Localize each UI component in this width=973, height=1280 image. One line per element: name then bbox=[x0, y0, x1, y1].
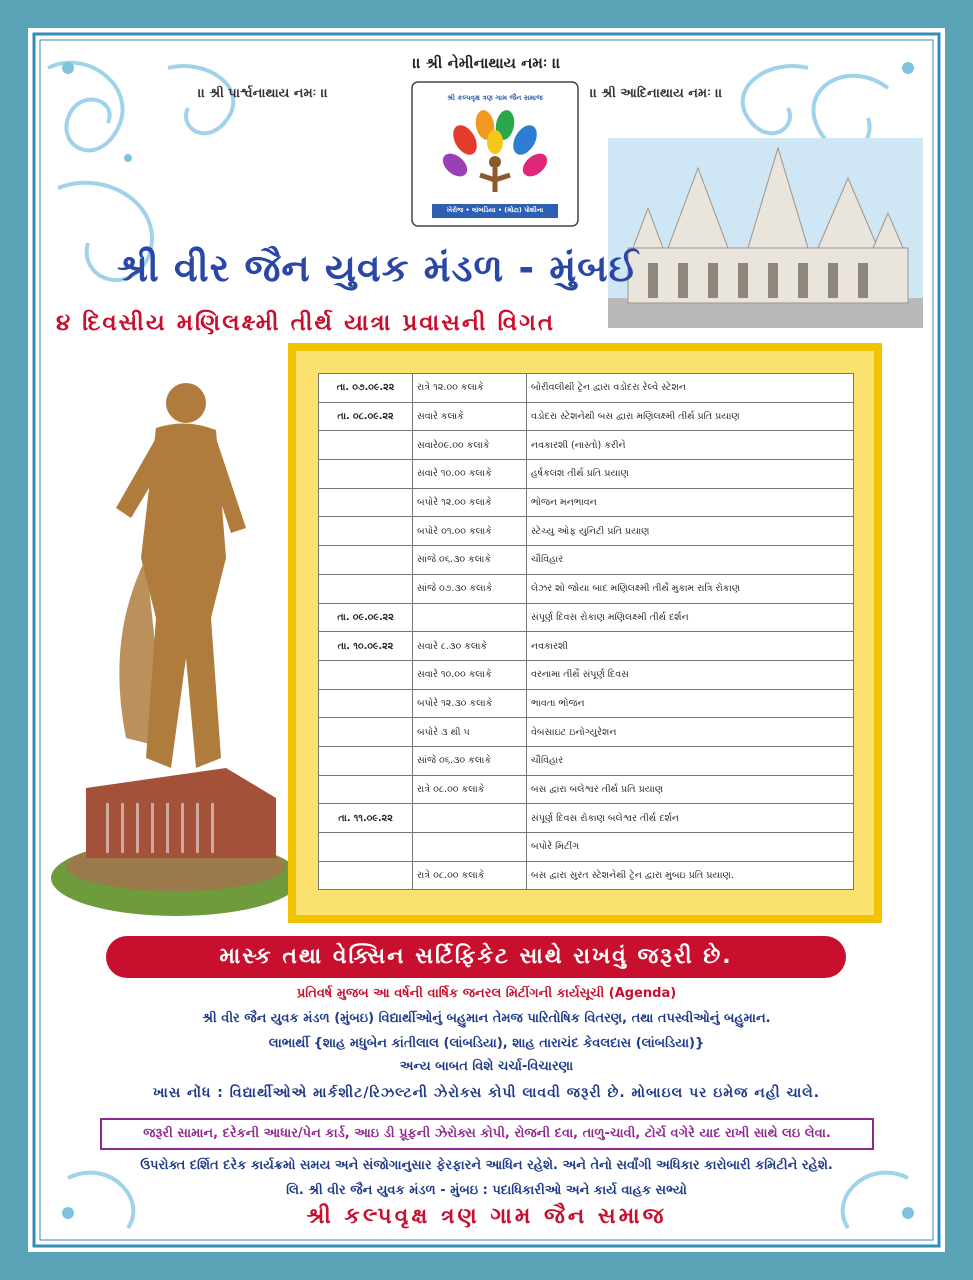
schedule-time: રાત્રે ૧૨.૦૦ કલાકે bbox=[413, 374, 527, 403]
schedule-activity: બપોરે મિટીંગ bbox=[527, 833, 854, 862]
schedule-activity: ચૌવિહાર bbox=[527, 546, 854, 575]
samaj-logo bbox=[410, 80, 580, 228]
trip-subtitle: ૪ દિવસીય મણિલક્ષ્મી તીર્થ યાત્રા પ્રવાસની વિગત bbox=[56, 310, 556, 336]
schedule-activity: ચૌવિહાર bbox=[527, 746, 854, 775]
schedule-panel bbox=[288, 343, 882, 923]
schedule-row bbox=[319, 431, 854, 460]
required-items-box: જરૂરી સામાન, દરેકની આધાર/પેન કાર્ડ, આઇ ડી પ્રૂફની ઝેરોક્સ કોપી, રોજની દવા, તાળુ-ચાવી, ટોર્ચ વગેરે યાદ રાખી સાથે લઇ લેવા. bbox=[100, 1118, 874, 1150]
schedule-row bbox=[319, 660, 854, 689]
schedule-time: સવારે ૧૦.૦૦ કલાકે bbox=[413, 660, 527, 689]
schedule-row bbox=[319, 574, 854, 603]
schedule-activity: ભોજન મનભાવન bbox=[527, 488, 854, 517]
statue-image bbox=[46, 358, 311, 928]
mask-notice-banner: માસ્ક તથા વેક્સિન સર્ટિફિકેટ સાથે રાખવું જરૂરી છે. bbox=[106, 936, 846, 978]
disclaimer: ઉપરોક્ત દર્શિત દરેક કાર્યક્રમો સમય અને સંજોગાનુસાર ફેરફારને આધિન રહેશે. અને તેનો સર્વાંગી અધિકાર કારોબારી કમિટીને રહેશે. bbox=[140, 1158, 833, 1173]
schedule-row bbox=[319, 488, 854, 517]
schedule-activity: નવકારશી bbox=[527, 632, 854, 661]
schedule-row bbox=[319, 833, 854, 862]
schedule-activity: લેઝર શો જોયા બાદ મણિલક્ષ્મી તીર્થે મુકામ રાત્રિ રોકાણ bbox=[527, 574, 854, 603]
schedule-row bbox=[319, 402, 854, 431]
invocation-neminath: ।। શ્રી નેમીનાથાય નમઃ ।। bbox=[412, 54, 561, 72]
schedule-date bbox=[319, 488, 413, 517]
schedule-row bbox=[319, 374, 854, 403]
schedule-row bbox=[319, 746, 854, 775]
schedule-activity: સંપૂર્ણ દિવસ રોકાણ બલેશ્વર તીર્થ દર્શન bbox=[527, 804, 854, 833]
schedule-activity: હર્ષકલશ તીર્થ પ્રતિ પ્રયાણ bbox=[527, 460, 854, 489]
schedule-time: બપોરે ૧૨.૩૦ કલાકે bbox=[413, 689, 527, 718]
schedule-time: સાંજે ૦૭.૩૦ કલાકે bbox=[413, 574, 527, 603]
schedule-date: તા. ૦૮.૦૯.૨૨ bbox=[319, 402, 413, 431]
schedule-time: સાંજે ૦૬.૩૦ કલાકે bbox=[413, 746, 527, 775]
schedule-time: રાત્રે ૦૮.૦૦ કલાકે bbox=[413, 861, 527, 890]
schedule-row bbox=[319, 804, 854, 833]
schedule-date bbox=[319, 689, 413, 718]
schedule-activity: નવકારશી (નાસ્તો) કરીને bbox=[527, 431, 854, 460]
schedule-time: સવારે૦૯.૦૦ કલાકે bbox=[413, 431, 527, 460]
schedule-table bbox=[318, 373, 854, 890]
special-note: ખાસ નોંધ : વિદ્યાર્થીઓએ માર્કશીટ/રિઝલ્ટની ઝેરોક્સ કોપી લાવવી જરૂરી છે. મોબાઇલ પર ઇમેજ નહી ચાલે. bbox=[152, 1085, 821, 1101]
invocation-adinath: ।। શ્રી આદિનાથાય નમઃ ।। bbox=[590, 86, 723, 101]
schedule-activity: ભાવતા ભોજન bbox=[527, 689, 854, 718]
schedule-activity: બસ દ્વારા સુરત સ્ટેશનેથી ટ્રેન દ્વારા મુંબઇ પ્રતિ પ્રયાણ. bbox=[527, 861, 854, 890]
schedule-time: બપોરે ૦૧.૦૦ કલાકે bbox=[413, 517, 527, 546]
schedule-date: તા. ૧૧.૦૯.૨૨ bbox=[319, 804, 413, 833]
schedule-row bbox=[319, 546, 854, 575]
schedule-time: બપોરે ૩ થી ૫ bbox=[413, 718, 527, 747]
schedule-activity: વેબસાઇટ ઇનોગ્યુરેશન bbox=[527, 718, 854, 747]
schedule-activity: સ્ટેચ્યુ ઓફ યુનિટી પ્રતિ પ્રયાણ bbox=[527, 517, 854, 546]
schedule-date bbox=[319, 431, 413, 460]
agenda-title: પ્રતિવર્ષ મુજબ આ વર્ષની વાર્ષિક જનરલ મિટીંગની કાર્યસૂચી (Agenda) bbox=[296, 986, 677, 1001]
schedule-row bbox=[319, 861, 854, 890]
jain-temple-icon bbox=[608, 138, 923, 328]
agenda-item-felicitation: શ્રી વીર જૈન યુવક મંડળ (મુંબઇ) વિદ્યાર્થીઓનું બહુમાન તેમજ પારિતોષિક વિતરણ, તથા તપસ્વીઓનું બહુમાન. bbox=[202, 1011, 771, 1026]
schedule-time bbox=[413, 603, 527, 632]
schedule-activity: સંપૂર્ણ દિવસ રોકાણ મણિલક્ષ્મી તીર્થ દર્શન bbox=[527, 603, 854, 632]
agenda-item-beneficiaries: લાભાર્થી {શાહ મધુબેન કાંતીલાલ (લાંબડિયા), શાહ તારાચંદ કેવલદાસ (લાંબડિયા)} bbox=[268, 1036, 705, 1051]
schedule-time: સાંજે ૦૬.૩૦ કલાકે bbox=[413, 546, 527, 575]
schedule-activity: વરનામા તીર્થે સંપૂર્ણ દિવસ bbox=[527, 660, 854, 689]
schedule-date bbox=[319, 718, 413, 747]
schedule-date: તા. ૧૦.૦૯.૨૨ bbox=[319, 632, 413, 661]
schedule-date bbox=[319, 517, 413, 546]
schedule-row bbox=[319, 775, 854, 804]
schedule-time: સવારે ૮.૩૦ કલાકે bbox=[413, 632, 527, 661]
schedule-activity: બોરીવલીથી ટ્રેન દ્વારા વડોદરા રેલ્વે સ્ટેશન bbox=[527, 374, 854, 403]
logo-villages: ખેરોજ • લાંબડિયા • (મોટા) પોશીના bbox=[446, 206, 544, 214]
schedule-time bbox=[413, 833, 527, 862]
schedule-row bbox=[319, 632, 854, 661]
schedule-row bbox=[319, 517, 854, 546]
schedule-row bbox=[319, 460, 854, 489]
temple-image bbox=[608, 138, 923, 328]
poster-sheet bbox=[28, 28, 945, 1252]
schedule-activity: વડોદરા સ્ટેશનેથી બસ દ્વારા મણિલક્ષ્મી તીર્થ પ્રતિ પ્રયાણ bbox=[527, 402, 854, 431]
footer-organization: શ્રી કલ્પવૃક્ષ ત્રણ ગામ જૈન સમાજ bbox=[306, 1204, 667, 1229]
schedule-date bbox=[319, 833, 413, 862]
invocation-parshvanath: ।। શ્રી પાર્શ્વનાથાય નમઃ ।। bbox=[198, 86, 328, 101]
schedule-time bbox=[413, 804, 527, 833]
schedule-date bbox=[319, 660, 413, 689]
schedule-date bbox=[319, 574, 413, 603]
statue-of-unity-icon bbox=[46, 358, 311, 928]
schedule-row bbox=[319, 603, 854, 632]
schedule-row bbox=[319, 689, 854, 718]
schedule-time: સવારે ૧૦.૦૦ કલાકે bbox=[413, 460, 527, 489]
schedule-date: તા. ૦૭.૦૯.૨૨ bbox=[319, 374, 413, 403]
schedule-time: બપોરે ૧૨.૦૦ કલાકે bbox=[413, 488, 527, 517]
schedule-date bbox=[319, 861, 413, 890]
schedule-date bbox=[319, 775, 413, 804]
schedule-date bbox=[319, 746, 413, 775]
schedule-time: સવારે કલાકે bbox=[413, 402, 527, 431]
schedule-row bbox=[319, 718, 854, 747]
schedule-time: રાત્રે ૦૮.૦૦ કલાકે bbox=[413, 775, 527, 804]
schedule-activity: બસ દ્વારા બલેશ્વર તીર્થ પ્રતિ પ્રયાણ bbox=[527, 775, 854, 804]
signature: લિ. શ્રી વીર જૈન યુવક મંડળ - મુંબઇ : પદાધિકારીઓ અને કાર્ય વાહક સભ્યો bbox=[286, 1183, 687, 1198]
schedule-date: તા. ૦૯.૦૯.૨૨ bbox=[319, 603, 413, 632]
schedule-date bbox=[319, 546, 413, 575]
schedule-date bbox=[319, 460, 413, 489]
main-title: શ્રી વીર જૈન યુવક મંડળ - મુંબઈ bbox=[116, 246, 640, 290]
agenda-item-other: અન્ય બાબત વિશે ચર્ચા-વિચારણા bbox=[399, 1059, 574, 1074]
logo-ring-text: શ્રી કલ્પવૃક્ષ ત્રણ ગામ જૈન સમાજ bbox=[447, 94, 543, 102]
